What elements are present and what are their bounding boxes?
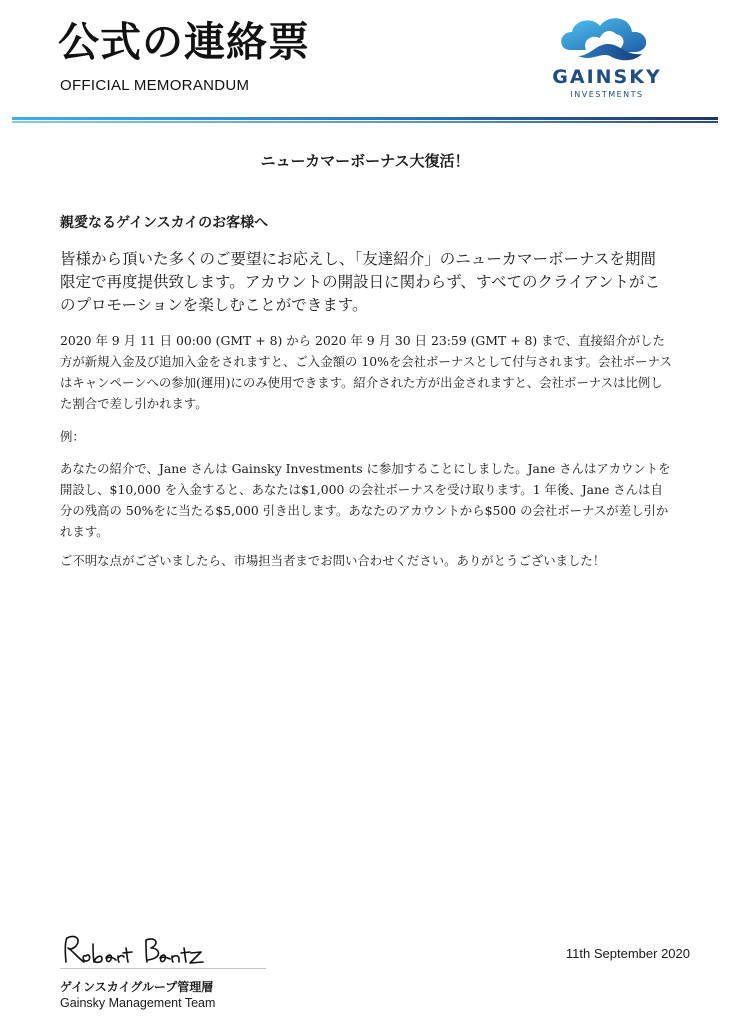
memo-date: 11th September 2020 bbox=[565, 946, 690, 961]
header-divider-secondary bbox=[12, 121, 718, 123]
lead-paragraph: 皆様から頂いた多くのご要望にお応えし、「友達紹介」のニューカマーボーナスを期間限定で再度提供致します。アカウントの開設日に関わらず、すべてのクライアントがこのプロモーションを楽しむことができます。 bbox=[60, 250, 661, 314]
memo-title: 公式の連絡票 bbox=[58, 18, 310, 66]
cloud-logo-icon bbox=[556, 10, 656, 65]
signature-line bbox=[60, 968, 266, 969]
closing-paragraph: ご不明な点がございましたら、市場担当者までお問い合わせください。ありがとうございました！ bbox=[60, 553, 606, 568]
campaign-period-paragraph: 2020 年 9 月 11 日 00:00 (GMT + 8) から 2020 年 9 月 30 日 23:59 (GMT + 8) まで、直接紹介がした方が新規入金及び追加入金をされますと、ご入金額の 10%を会社ボーナスとして付与されます。会社ボーナスはキャンペーンへの参加(運用)にのみ使用できます。紹介された方が出金されますと、会社ボーナスは比例した割合で差し引かれます。 bbox=[60, 333, 672, 411]
greeting: 親愛なるゲインスカイのお客様へ bbox=[60, 215, 269, 231]
brand-subtitle: INVESTMENTS bbox=[570, 90, 644, 99]
example-label: 例： bbox=[60, 429, 85, 444]
handwritten-signature bbox=[60, 932, 220, 968]
memo-subtitle: OFFICIAL MEMORANDUM bbox=[60, 77, 250, 94]
example-paragraph: あなたの紹介で、Jane さんは Gainsky Investments に参加することにしました。Jane さんはアカウントを開設し、$10,000 を入金すると、あなたは$1,000 の会社ボーナスを受け取ります。1 年後、Jane さんは自分の残高の 50%をに当たる$5,000 引き出します。あなたのアカウントから$500 の会社ボーナスが差し引かれます。 bbox=[60, 461, 671, 539]
brand-name: GAINSKY bbox=[552, 66, 662, 88]
header-divider bbox=[12, 117, 718, 120]
document-title: ニューカマーボーナス大復活！ bbox=[260, 152, 470, 170]
management-team-en: Gainsky Management Team bbox=[60, 996, 216, 1010]
gainsky-logo bbox=[552, 10, 662, 102]
management-team-ja: ゲインスカイグループ管理層 bbox=[60, 980, 214, 994]
